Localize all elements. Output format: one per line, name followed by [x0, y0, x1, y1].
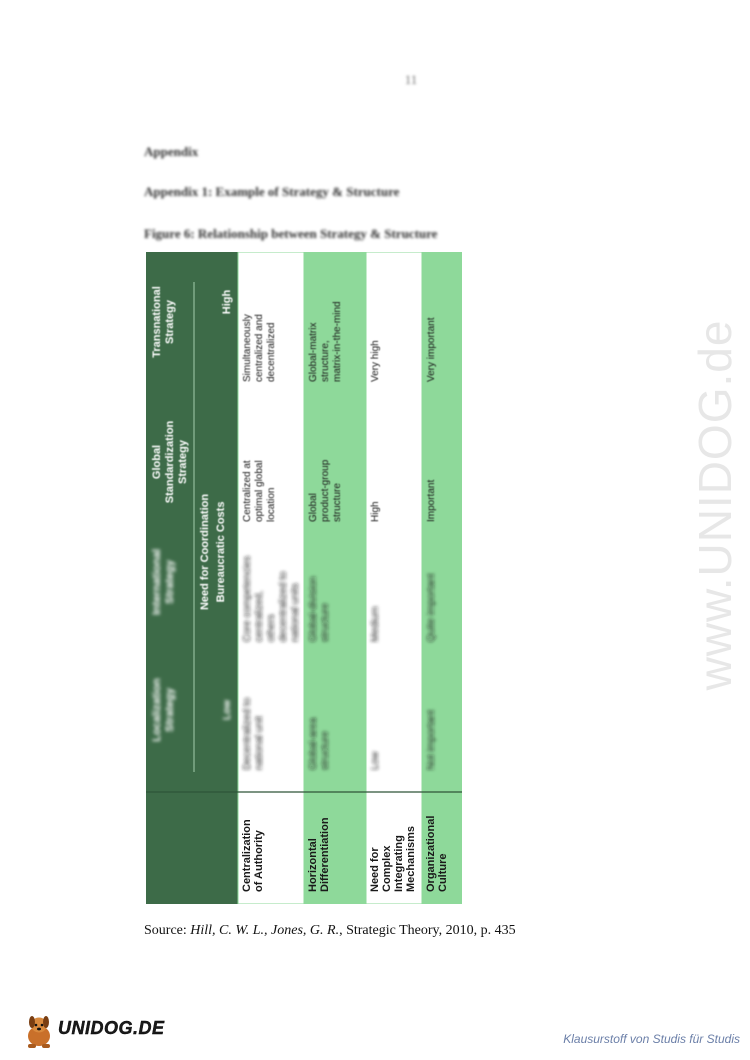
cell-0-0: Decentralized tonational unit: [242, 697, 265, 770]
heading-appendix-1: Appendix 1: Example of Strategy & Structure: [144, 184, 400, 199]
strategy-structure-figure: [146, 252, 462, 904]
cell-2-1: Medium: [370, 606, 381, 642]
level-low: Low: [222, 700, 233, 720]
cell-1-0: Global-areastructure: [308, 717, 331, 770]
logo-text: UNIDOG.DE: [58, 1018, 165, 1038]
bureaucratic-costs-label: Bureaucratic Costs: [215, 501, 227, 603]
strategy-header-3: TransnationalStrategy: [151, 286, 176, 358]
cell-3-3: Very important: [426, 317, 437, 382]
cell-3-0: Not important: [426, 709, 437, 770]
row-label-1: HorizontalDifferentiation: [307, 817, 331, 892]
watermark: www.UNIDOG.de: [689, 319, 741, 691]
figure-source: [144, 923, 516, 939]
strategy-header-0: LocalizationStrategy: [151, 678, 176, 742]
cell-1-1: Global-divisionstructure: [308, 576, 331, 642]
strategy-header-1: InternationalStrategy: [151, 548, 176, 616]
figure-caption: Figure 6: Relationship between Strategy & Structure: [144, 226, 438, 241]
cell-0-2: Centralized atoptimal globallocation: [242, 460, 277, 522]
level-high: High: [221, 289, 233, 315]
need-coordination-label: Need for Coordination: [199, 493, 211, 611]
dog-icon: [22, 1012, 56, 1050]
tagline: Klausurstoff von Studis für Studis: [563, 1032, 740, 1046]
source-rest: , Strategic Theory, 2010, p. 435: [339, 923, 516, 938]
cell-3-1: Quite important: [426, 573, 437, 642]
source-prefix: Source:: [144, 923, 191, 938]
cell-2-3: Very high: [370, 340, 381, 382]
source-authors: Hill, C. W. L., Jones, G. R.: [190, 923, 340, 938]
cell-2-0: Low: [370, 751, 381, 770]
unidog-logo: [22, 1012, 182, 1052]
cell-1-2: Globalproduct-groupstructure: [308, 459, 343, 522]
cell-0-1: Core competenciescentralized,othersdecentralized tonational units: [242, 555, 301, 642]
cell-2-2: High: [370, 501, 381, 522]
strategy-header-2: GlobalStandardizationStrategy: [151, 420, 189, 504]
cell-3-2: Important: [426, 479, 437, 522]
heading-appendix: Appendix: [144, 144, 199, 159]
row-label-0: Centralizationof Authority: [241, 819, 265, 892]
cell-1-3: Global-matrixstructure,matrix-in-the-mind: [308, 301, 343, 382]
page-number: 11: [404, 72, 418, 87]
cell-0-3: Simultaneouslycentralized anddecentralized: [242, 314, 277, 382]
row-label-2: Need forComplexIntegratingMechanisms: [369, 825, 417, 892]
row-label-3: OrganizationalCulture: [425, 815, 449, 892]
